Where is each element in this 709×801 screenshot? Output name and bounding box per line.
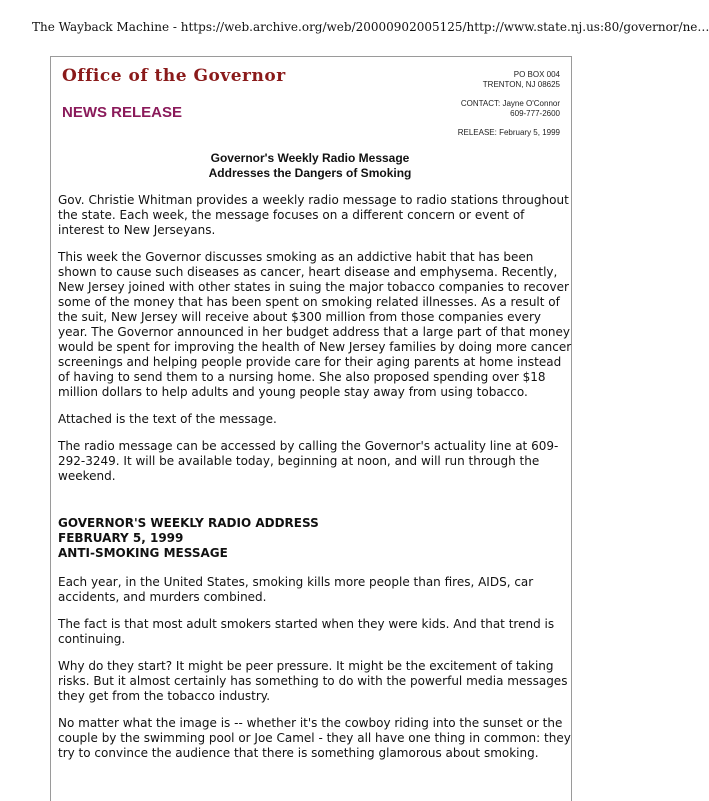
contact-phone: 609-777-2600 <box>510 109 560 118</box>
headline-line-1: Governor's Weekly Radio Message <box>210 151 410 165</box>
radio-paragraph: No matter what the image is -- whether it's the cowboy riding into the sunset or the couple by the swimming pool or Joe Camel - they all have one thing in common: they try to convince the audience that there is something glamorous about smoking. <box>58 716 571 760</box>
news-release-label: NEWS RELEASE <box>62 104 183 121</box>
release-date: RELEASE: February 5, 1999 <box>457 128 560 137</box>
radio-title-line-1: GOVERNOR'S WEEKLY RADIO ADDRESS <box>58 516 319 530</box>
headline-line-2: Addresses the Dangers of Smoking <box>208 166 412 180</box>
radio-paragraph: Each year, in the United States, smoking kills more people than fires, AIDS, car accidents, and murders combined. <box>58 575 534 604</box>
article-body <box>58 193 572 773</box>
radio-paragraph: The fact is that most adult smokers started when they were kids. And that trend is continuing. <box>58 617 555 646</box>
po-box: PO BOX 004 <box>513 70 560 79</box>
city: TRENTON, NJ 08625 <box>482 80 560 89</box>
paragraph: Attached is the text of the message. <box>58 412 277 426</box>
headline <box>62 151 558 181</box>
radio-title-line-3: ANTI-SMOKING MESSAGE <box>58 546 228 560</box>
wayback-header: The Wayback Machine - https://web.archive.org/web/20000902005125/http://www.state.nj.us:80/governor/ne… <box>32 20 709 34</box>
radio-paragraph: Why do they start? It might be peer pressure. It might be the excitement of taking risks. But it almost certainly has something to do with the powerful media messages they get from the tobacco industry. <box>58 659 568 703</box>
office-title: Office of the Governor <box>62 66 286 86</box>
paragraph: This week the Governor discusses smoking as an addictive habit that has been shown to cause such diseases as cancer, heart disease and emphysema. Recently, New Jersey joined with other states in suing the major tobacco companies to recover some of the money that has been spent on smoking related illnesses. As a result of the suit, New Jersey will receive about $300 million from those companies every year. The Governor announced in her budget address that a large part of that money would be spent for improving the health of New Jersey families by doing more cancer screenings and helping people provide care for their aging parents at home instead of having to send them to a nursing home. She also proposed spending over $18 million dollars to help adults and young people stay away from using tobacco. <box>58 250 572 399</box>
contact-block <box>458 70 560 138</box>
radio-address-title <box>58 516 572 561</box>
radio-title-line-2: FEBRUARY 5, 1999 <box>58 531 184 545</box>
paragraph: The radio message can be accessed by calling the Governor's actuality line at 609-292-3249. It will be available today, beginning at noon, and will run through the weekend. <box>58 439 559 483</box>
contact-name: CONTACT: Jayne O'Connor <box>460 99 560 108</box>
paragraph: Gov. Christie Whitman provides a weekly radio message to radio stations throughout the state. Each week, the message focuses on a different concern or event of interest to New Jerseyans. <box>58 193 569 237</box>
